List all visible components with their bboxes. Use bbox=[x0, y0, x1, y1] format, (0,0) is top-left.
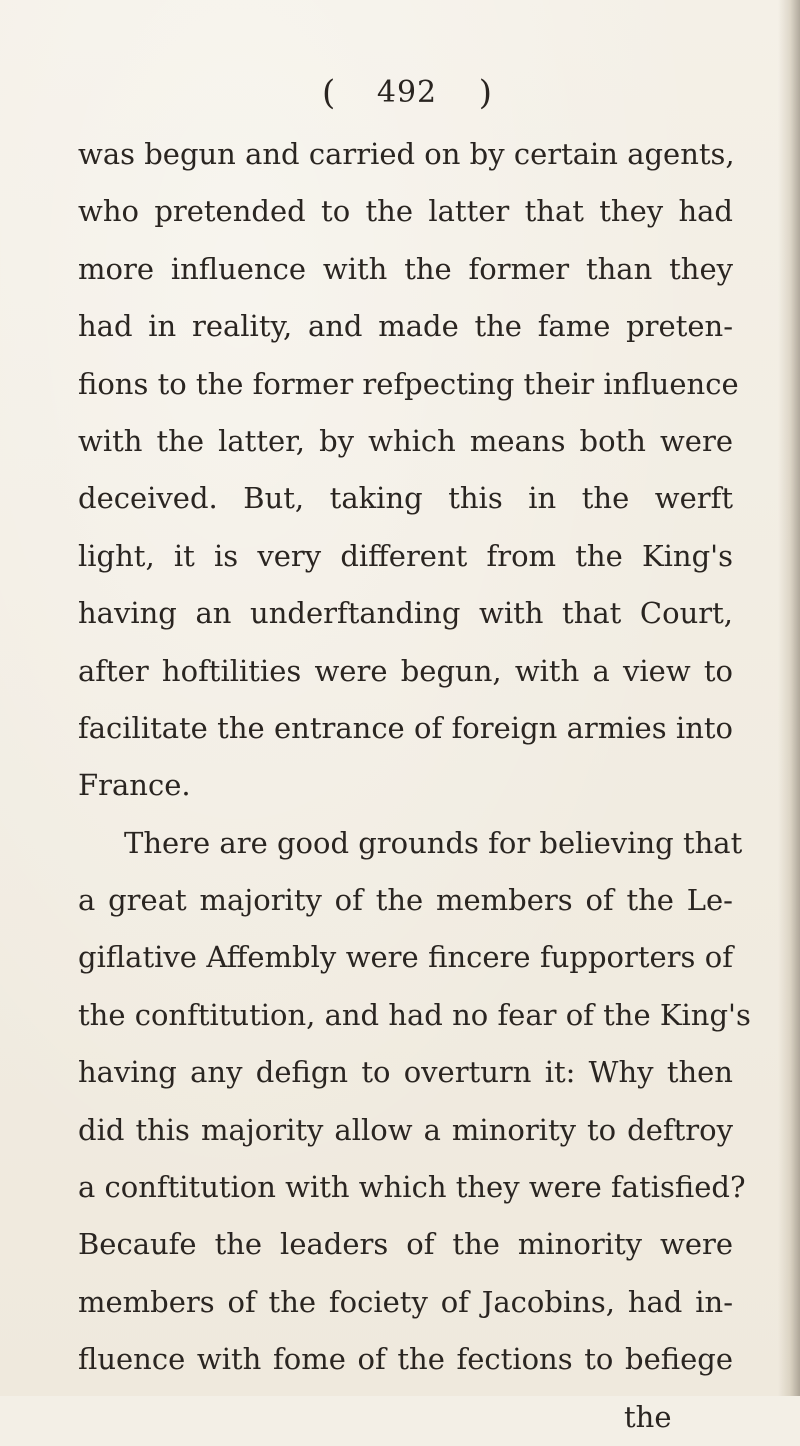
text-line: members of the fociety of Jacobins, had in- bbox=[78, 1284, 733, 1319]
text-line: having any defign to overturn it: Why then bbox=[78, 1055, 733, 1090]
text-line: facilitate the entrance of foreign armies into bbox=[78, 710, 733, 745]
text-line: had in reality, and made the fame preten- bbox=[78, 309, 733, 344]
text-line: light, it is very different from the King's bbox=[78, 538, 733, 573]
text-line: giflative Affembly were fincere fupporters of bbox=[78, 940, 733, 975]
header-close-paren: ) bbox=[478, 73, 492, 113]
text-line: was begun and carried on by certain agents, bbox=[78, 137, 735, 171]
catchword: the bbox=[624, 1399, 672, 1434]
text-line: after hoftilities were begun, with a view to bbox=[78, 653, 733, 688]
text-line: fluence with fome of the fections to befiege bbox=[78, 1342, 733, 1377]
text-line: Becaufe the leaders of the minority were bbox=[78, 1227, 733, 1262]
text-line: more influence with the former than they bbox=[78, 251, 733, 286]
text-line: France. bbox=[78, 768, 191, 803]
text-line: having an underftanding with that Court, bbox=[78, 596, 733, 631]
text-line: fions to the former refpecting their influence bbox=[78, 366, 739, 401]
text-line: the conftitution, and had no fear of the King's bbox=[78, 997, 751, 1032]
text-line: who pretended to the latter that they had bbox=[78, 194, 733, 229]
text-line: deceived. But, taking this in the werft bbox=[78, 481, 733, 516]
text-line: a great majority of the members of the Le- bbox=[78, 883, 733, 918]
page-number: 492 bbox=[376, 75, 438, 110]
text-line: with the latter, by which means both were bbox=[78, 423, 733, 458]
body-text bbox=[78, 126, 751, 1446]
header-open-paren: ( bbox=[322, 73, 336, 113]
page-header bbox=[322, 73, 492, 113]
text-line: did this majority allow a minority to deftroy bbox=[78, 1112, 733, 1147]
text-line: a conftitution with which they were fatisfied? bbox=[78, 1170, 746, 1205]
paragraph-start-line: There are good grounds for believing that bbox=[124, 825, 743, 860]
page-edge-shadow bbox=[778, 0, 800, 1396]
